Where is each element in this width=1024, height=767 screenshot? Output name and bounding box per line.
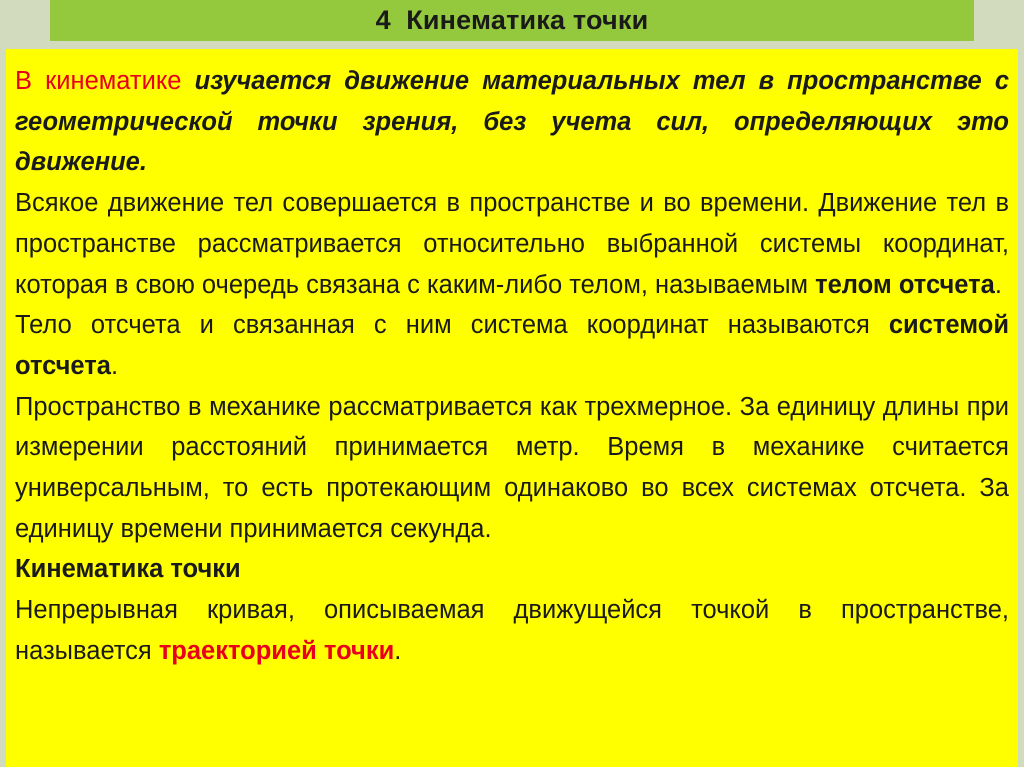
paragraph-end: . <box>110 351 119 380</box>
term-reference-system: системой отсчета <box>15 311 1009 380</box>
definition-text: изучается движение материальных тел в пространстве с геометрической точки зрения, без учета сил, определяющих это движение. <box>15 67 1009 177</box>
paragraph-reference-body <box>15 183 1009 305</box>
heading-point-kinematics: Кинематика точки <box>15 555 241 584</box>
paragraph-text: Всякое движение тел совершается в пространстве и во времени. Движение тел в пространстве рассматривается относительно выбранной системы координат, которая в свою очередь связана с каким-либо телом, называемым <box>15 189 1009 299</box>
paragraph-end: . <box>994 270 1002 299</box>
title-bar <box>50 0 974 41</box>
paragraph-text: Непрерывная кривая, описываемая движущейся точкой в пространстве, называется <box>15 596 1009 665</box>
paragraph-reference-system <box>15 305 1009 386</box>
slide-title: 4 Кинематика точки <box>375 5 649 35</box>
paragraph-end: . <box>394 636 402 665</box>
term-reference-body: телом отсчета <box>815 270 995 299</box>
term-kinematics: В кинематике <box>15 67 182 95</box>
content-box <box>6 49 1018 767</box>
paragraph-text: Тело отсчета и связанная с ним система координат называются <box>15 311 889 340</box>
paragraph-space-time <box>15 387 1009 550</box>
paragraph-trajectory <box>15 590 1009 671</box>
term-trajectory: траекторией точки <box>158 636 395 665</box>
paragraph-text: Пространство в механике рассматривается как трехмерное. За единицу длины при измерении расстояний принимается метр. Время в механике считается универсальным, то есть протекающим одинаково во всех системах отсчета. За единицу времени принимается секунда. <box>15 392 1009 543</box>
paragraph-definition <box>15 61 1009 183</box>
section-heading <box>15 549 1009 590</box>
